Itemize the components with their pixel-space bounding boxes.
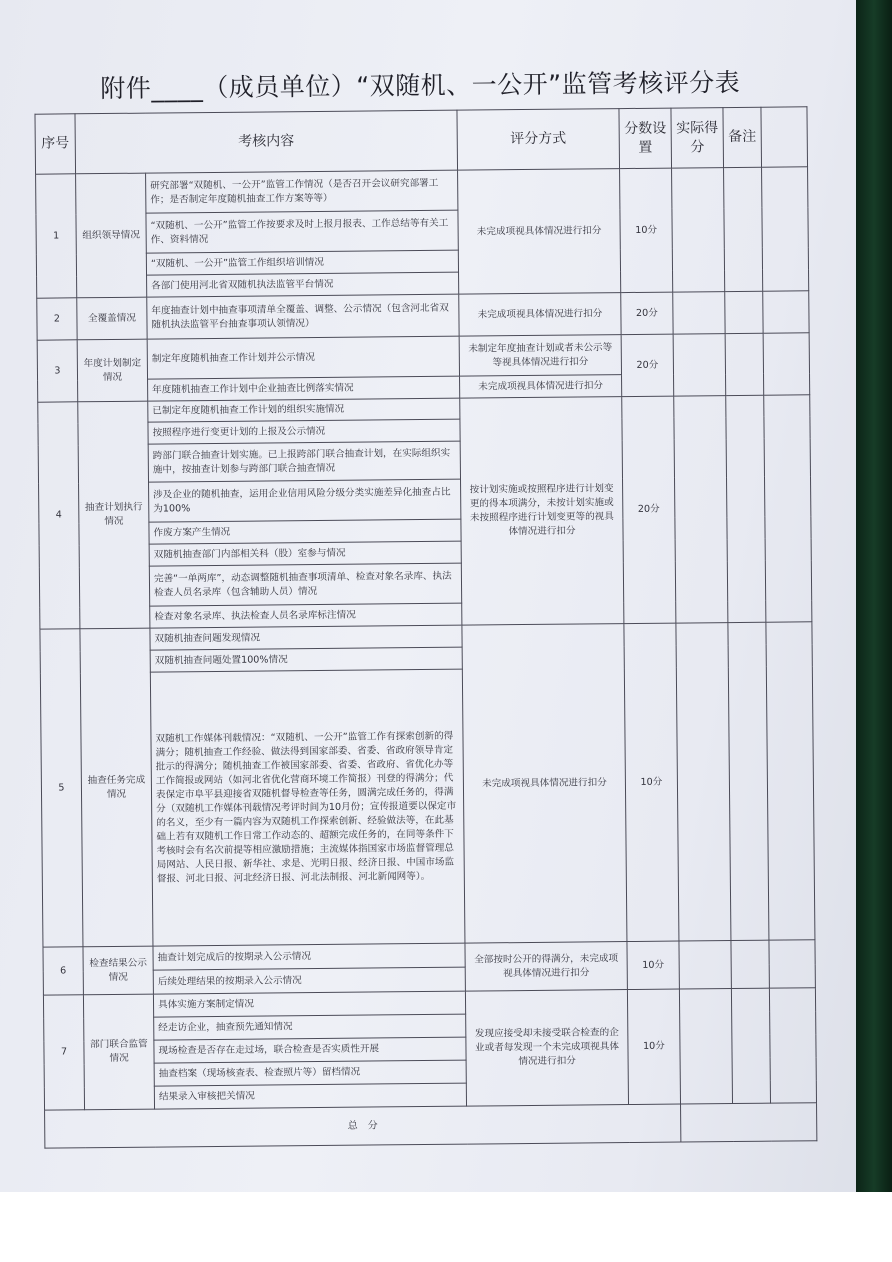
assessment-item: 结果录入审核把关情况 bbox=[154, 1083, 466, 1109]
assessment-item: 制定年度随机抽查工作计划并公示情况 bbox=[147, 336, 459, 379]
table-row bbox=[37, 291, 809, 340]
header-points: 分数设置 bbox=[619, 108, 672, 168]
section-category: 检查结果公示情况 bbox=[83, 946, 153, 995]
points-cell: 20分 bbox=[621, 334, 674, 396]
assessment-item: 经走访企业，抽查预先通知情况 bbox=[154, 1014, 466, 1040]
section-seq: 3 bbox=[37, 340, 78, 402]
actual-score-cell bbox=[673, 292, 725, 334]
assessment-item: 年度随机抽查工作计划中企业抽查比例落实情况 bbox=[148, 376, 460, 401]
header-row bbox=[35, 107, 808, 174]
blank-cell bbox=[763, 333, 810, 395]
actual-score-cell bbox=[674, 396, 728, 623]
assessment-item: “双随机、一公开”监管工作组织培训情况 bbox=[146, 250, 458, 275]
blank-cell bbox=[769, 940, 815, 988]
section-seq: 4 bbox=[38, 402, 80, 629]
scoring-method: 发现应接受却未接受联合检查的企业或者每发现一个未完成项视具体情况进行扣分 bbox=[465, 990, 628, 1107]
assessment-item: 已制定年度随机抽查工作计划的组织实施情况 bbox=[148, 398, 460, 422]
remark-cell bbox=[731, 940, 769, 988]
remark-cell bbox=[724, 167, 763, 291]
remark-cell bbox=[731, 988, 770, 1103]
remark-cell bbox=[725, 333, 764, 395]
assessment-item: 现场检查是否存在走过场，联合检查是否实质性开展 bbox=[154, 1037, 466, 1063]
section-category: 年度计划制定情况 bbox=[77, 339, 148, 402]
points-cell: 20分 bbox=[622, 396, 676, 623]
assessment-item: 涉及企业的随机抽查，运用企业信用风险分级分类实施差异化抽查占比为100% bbox=[149, 479, 461, 522]
section-category: 抽查计划执行情况 bbox=[78, 401, 150, 629]
actual-score-cell bbox=[673, 334, 726, 396]
assessment-item: 检查对象名录库、执法检查人员名录库标注情况 bbox=[150, 603, 462, 628]
background-edge bbox=[856, 0, 892, 1192]
section-category: 抽查任务完成情况 bbox=[80, 628, 153, 947]
section-seq: 7 bbox=[43, 995, 84, 1110]
section-category: 全覆盖情况 bbox=[77, 297, 147, 340]
table-row bbox=[36, 167, 808, 214]
actual-score-cell bbox=[676, 623, 731, 941]
scoring-method: 按计划实施或按照程序进行计划变更的得本项满分，未按计划实施或未按照程序进行计划变更等的视具体情况进行扣分 bbox=[460, 397, 624, 626]
table-row bbox=[37, 333, 809, 380]
assessment-item: 具体实施方案制定情况 bbox=[153, 991, 465, 1017]
assessment-item: 研究部署“双随机、一公开”监管工作情况（是否召开会议研究部署工作；是否制定年度随机抽查工作方案等等） bbox=[146, 170, 458, 213]
remark-cell bbox=[726, 395, 766, 622]
assessment-item: 作废方案产生情况 bbox=[149, 519, 461, 544]
remark-cell bbox=[725, 291, 763, 333]
page-title: 附件____（成员单位）“双随机、一公开”监管考核评分表 bbox=[100, 67, 741, 104]
points-cell: 10分 bbox=[624, 623, 679, 941]
assessment-item: 年度抽查计划中抽查事项清单全覆盖、调整、公示情况（包含河北省双随机执法监管平台抽查事项认领情况） bbox=[147, 294, 459, 339]
section-category: 部门联合监管情况 bbox=[83, 994, 154, 1110]
blank-cell bbox=[763, 291, 809, 333]
assessment-item: 双随机工作媒体刊载情况：“双随机、一公开”监管工作有探索创新的得满分；随机抽查工作经验、做法得到国家部委、省委、省政府领导肯定批示的得满分；随机抽查工作被国家部委、省委、省政府、省优化办等工作简报或网站（如河北省优化营商环境工作简报）刊登的得满分；代表保定市阜平县迎接省双随机督导检查等任务，圆满完成任务的，得满分（双随机工作媒体刊载情况考评时间为10月份；宣传报道要以保定市的名义，至少有一篇内容为双随机工作探索创新、经验做法等，在此基础上若有双随机工作日常工作动态的、超额完成任务的，在同等条件下考核时会有名次前提等相应激励措施；主流媒体指国家市场监督管理总局网站、人民日报、新华社、求是、光明日报、经济日报、中国市场监督报、河北日报、河北经济日报、河北法制报、河北新闻网等）。 bbox=[150, 669, 465, 946]
actual-score-cell bbox=[679, 989, 732, 1104]
score-table bbox=[34, 106, 817, 1148]
section-seq: 5 bbox=[40, 629, 83, 947]
header-blank bbox=[761, 107, 808, 167]
section-category: 组织领导情况 bbox=[76, 173, 147, 298]
assessment-item: 完善“一单两库”，动态调整随机抽查事项清单、检查对象名录库、执法检查人员名录库（包含辅助人员）情况 bbox=[149, 563, 461, 606]
assessment-item: 按照程序进行变更计划的上报及公示情况 bbox=[148, 419, 460, 444]
assessment-item: 抽查计划完成后的按期录入公示情况 bbox=[153, 943, 465, 970]
total-label: 总 分 bbox=[45, 1104, 681, 1148]
header-remark: 备注 bbox=[723, 107, 762, 167]
assessment-item: 跨部门联合抽查计划实施。已上报跨部门联合抽查计划，在实际组织实施中，按抽查计划参与跨部门联合抽查情况 bbox=[148, 441, 460, 482]
assessment-item: 双随机抽查问题发现情况 bbox=[150, 625, 462, 650]
blank-cell bbox=[766, 622, 815, 940]
scoring-method: 未完成项视具体情况进行扣分 bbox=[462, 624, 627, 944]
section-seq: 2 bbox=[37, 298, 77, 340]
points-cell: 10分 bbox=[627, 989, 680, 1104]
scoring-method: 未完成项视具体情况进行扣分 bbox=[459, 293, 621, 337]
blank-cell bbox=[769, 988, 816, 1103]
actual-score-cell bbox=[672, 168, 725, 292]
points-cell: 20分 bbox=[621, 292, 673, 334]
header-method: 评分方式 bbox=[457, 109, 620, 171]
score-sheet bbox=[34, 58, 817, 1191]
assessment-item: “双随机、一公开”监管工作按要求及时上报月报表、工作总结等有关工作、资料情况 bbox=[146, 210, 458, 253]
assessment-item: 双随机抽查问题处置100%情况 bbox=[150, 647, 462, 672]
scoring-method: 未完成项视具体情况进行扣分 bbox=[460, 375, 622, 399]
scoring-method: 全部按时公开的得满分，未完成项视具体情况进行扣分 bbox=[465, 942, 627, 992]
header-content: 考核内容 bbox=[75, 110, 458, 174]
scoring-method: 未完成项视具体情况进行扣分 bbox=[458, 169, 621, 295]
assessment-item: 抽查档案（现场核查表、检查照片等）留档情况 bbox=[154, 1060, 466, 1086]
header-seq: 序号 bbox=[35, 114, 76, 174]
total-score-cell bbox=[681, 1103, 817, 1142]
blank-cell bbox=[762, 167, 809, 291]
header-actual: 实际得分 bbox=[671, 108, 724, 168]
assessment-item: 各部门使用河北省双随机执法监管平台情况 bbox=[147, 272, 459, 297]
scoring-method: 未制定年度抽查计划或者未公示等等视具体情况进行扣分 bbox=[459, 335, 621, 377]
remark-cell bbox=[728, 622, 769, 940]
total-row bbox=[45, 1103, 817, 1148]
actual-score-cell bbox=[679, 941, 731, 989]
assessment-item: 后续处理结果的按期录入公示情况 bbox=[153, 967, 465, 994]
points-cell: 10分 bbox=[627, 941, 679, 989]
section-seq: 1 bbox=[36, 174, 77, 298]
section-seq: 6 bbox=[43, 947, 83, 995]
blank-cell bbox=[764, 395, 812, 622]
points-cell: 10分 bbox=[620, 168, 673, 292]
assessment-item: 双随机抽查部门内部相关科（股）室参与情况 bbox=[149, 541, 461, 566]
